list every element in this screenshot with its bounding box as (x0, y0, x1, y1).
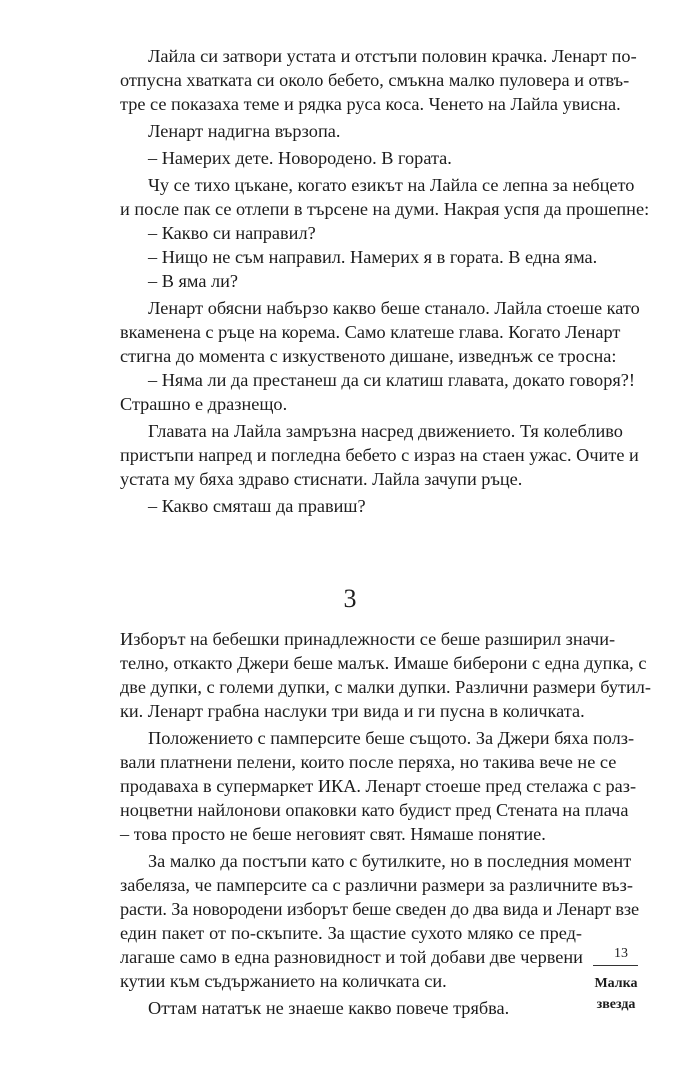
text-line: кутии към съдържанието на количката си. (120, 971, 447, 991)
text-line: – Нищо не съм направил. Намерих я в гората. В една яма. (148, 247, 598, 267)
text-line: – Какво си направил? (148, 223, 316, 243)
text-line: За малко да постъпи като с бутилките, но в последния момент (148, 851, 632, 871)
text-line: стигна до момента с изкуственото дишане, изведнъж се тросна: (120, 346, 617, 366)
text-line: – В яма ли? (148, 271, 239, 291)
text-line: Главата на Лайла замръзна насред движението. Тя колебливо (148, 421, 623, 441)
text-line: тре се показаха теме и рядка руса коса. Ченето на Лайла увисна. (120, 94, 621, 114)
running-title-line-2: звезда (596, 997, 636, 1012)
text-line: един пакет от по-скъпите. За щастие сухото мляко се пред- (120, 923, 582, 943)
text-line: – Намерих дете. Новородено. В гората. (148, 148, 452, 168)
page-number: 13 (614, 946, 628, 961)
text-line: отпусна хватката си около бебето, смъкна малко пуловера и отвъ- (120, 70, 630, 90)
text-line: Изборът на бебешки принадлежности се беше разширил значи- (120, 629, 616, 649)
text-line: Ленарт надигна вързопа. (148, 121, 341, 141)
text-line: – Няма ли да престанеш да си клатиш главата, докато говоря?! (148, 370, 635, 390)
page-number-rule (593, 965, 638, 966)
chapter-number: 3 (343, 584, 357, 613)
text-line: пристъпи напред и погледна бебето с израз на стаен ужас. Очите и (120, 445, 639, 465)
text-line: продаваха в супермаркет ИКА. Ленарт стоеше пред стелажа с раз- (120, 776, 637, 796)
text-line: ки. Ленарт грабна наслуки три вида и ги пусна в количката. (120, 701, 585, 721)
text-line: устата му бяха здраво стиснати. Лайла зачупи ръце. (120, 469, 523, 489)
text-line: Лайла си затвори устата и отстъпи половин крачка. Ленарт по- (148, 46, 637, 66)
text-line: лагаше само в една разновидност и той добави две червени (120, 947, 583, 967)
text-line: Чу се тихо цъкане, когато езикът на Лайла се лепна за небцето (148, 175, 635, 195)
text-line: расти. За новородени изборът беше сведен до два вида и Ленарт взе (120, 899, 639, 919)
text-line: две дупки, с големи дупки, с малки дупки. Различни размери бутил- (120, 677, 652, 697)
text-line: Положението с памперсите беше същото. За Джери бяха полз- (148, 728, 635, 748)
text-line: – Какво смяташ да правиш? (148, 496, 366, 516)
text-line: телно, откакто Джери беше малък. Имаше биберони с една дупка, с (120, 653, 647, 673)
text-line: ноцветни найлонови опаковки като будист пред Стената на плача (120, 800, 629, 820)
text-line: вали платнени пелени, които после перяха, но такива вече не се (120, 752, 617, 772)
text-line: и после пак се отлепи в търсене на думи. Накрая успя да прошепне: (120, 199, 650, 219)
text-line: Ленарт обясни набързо какво беше станало. Лайла стоеше като (148, 298, 640, 318)
text-line: Оттам нататък не знаеше какво повече трябва. (148, 998, 510, 1018)
text-line: – това просто не беше неговият свят. Нямаше понятие. (120, 824, 546, 844)
text-line: забеляза, че памперсите са с различни размери за различните въз- (120, 875, 633, 895)
running-title-line-1: Малка (594, 976, 638, 991)
text-line: Страшно е дразнещо. (120, 394, 288, 414)
text-line: вкаменена с ръце на корема. Само клатеше глава. Когато Ленарт (120, 322, 621, 342)
running-title (590, 973, 642, 1015)
